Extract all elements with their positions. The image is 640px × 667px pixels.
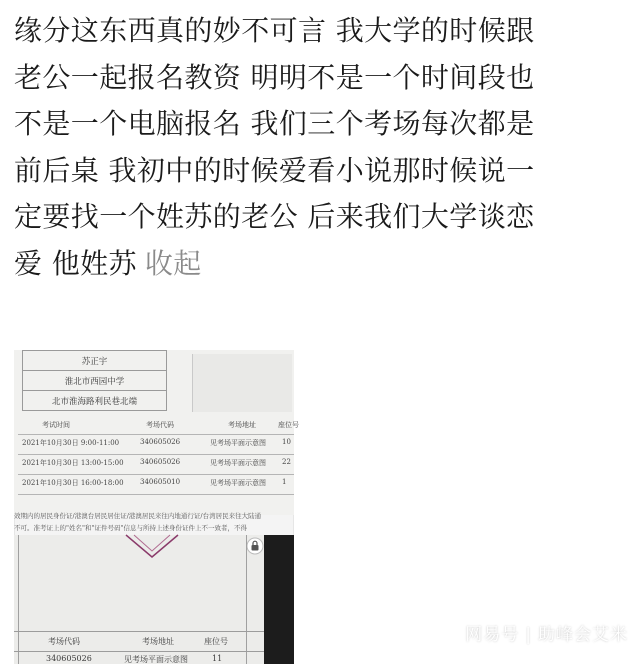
watermark-author: 助峰会艾米 — [538, 625, 628, 645]
post-line: 前后桌 我初中的时候爱看小说那时候说一 — [14, 153, 535, 187]
collapse-link[interactable]: 收起 — [144, 246, 202, 280]
notice-line: 不可。准考证上的"姓名"和"证件号码"信息与所持上述身份证件上不一致者，不得 — [14, 524, 247, 532]
exam-address: 北市淮海路利民巷北端 — [23, 391, 167, 411]
watermark-source: 网易号 — [465, 625, 520, 645]
attached-photo[interactable] — [14, 350, 299, 664]
divider — [18, 494, 294, 495]
post-line: 老公一起报名教资 明明不是一个时间段也 — [14, 60, 535, 94]
bottom-code: 340605026 — [46, 654, 92, 663]
lock-icon — [246, 537, 264, 555]
second-ticket-paper — [14, 535, 264, 664]
exam-seat: 10 — [282, 438, 291, 446]
monitor-frame — [264, 535, 294, 664]
exam-seat: 22 — [282, 458, 291, 466]
exam-row — [14, 478, 294, 494]
divider — [14, 631, 264, 632]
exam-time: 2021年10月30日 13:00-15:00 — [22, 459, 124, 467]
divider — [14, 651, 264, 652]
divider — [18, 434, 294, 435]
header-seat: 座位号 — [204, 637, 228, 646]
header-code: 考场代码 — [146, 421, 174, 429]
watermark-separator: | — [525, 625, 532, 645]
candidate-name: 苏正宇 — [23, 351, 167, 371]
exam-row — [14, 438, 294, 454]
exam-table-header — [14, 416, 299, 434]
exam-addr: 见考场平面示意图 — [210, 459, 266, 467]
exam-school: 淮北市西园中学 — [23, 371, 167, 391]
divider — [246, 535, 247, 664]
post-line: 缘分这东西真的妙不可言 我大学的时候跟 — [14, 14, 535, 47]
exam-addr: 见考场平面示意图 — [210, 479, 266, 487]
screen-area — [14, 535, 294, 664]
exam-time: 2021年10月30日 9:00-11:00 — [22, 439, 120, 447]
divider — [18, 474, 294, 475]
header-time: 考试时间 — [42, 421, 70, 429]
id-photo-slot — [192, 354, 292, 412]
header-addr: 考场地址 — [142, 637, 174, 646]
exam-time: 2021年10月30日 16:00-18:00 — [22, 479, 124, 487]
watermark — [465, 620, 628, 645]
map-shape-icon — [122, 535, 182, 561]
exam-addr: 见考场平面示意图 — [210, 439, 266, 447]
admission-ticket-paper — [14, 350, 299, 515]
notice-text — [14, 510, 294, 534]
exam-code: 340605026 — [140, 458, 181, 466]
exam-code: 340605010 — [140, 478, 181, 486]
exam-seat: 1 — [282, 478, 287, 486]
candidate-info-table — [22, 350, 167, 411]
header-seat: 座位号 — [278, 421, 299, 429]
post-last-line — [14, 241, 634, 288]
divider — [18, 454, 294, 455]
exam-row — [14, 458, 294, 474]
header-addr: 考场地址 — [228, 421, 256, 429]
post-line-text: 爱 他姓苏 — [14, 246, 137, 280]
post-line: 不是一个电脑报名 我们三个考场每次都是 — [14, 107, 535, 140]
exam-code: 340605026 — [140, 438, 181, 446]
header-code: 考场代码 — [48, 637, 80, 646]
notice-line: 效期内的居民身份证/港澳台居民居住证/港澳居民来往内地通行证/台湾居民来往大陆通 — [14, 512, 262, 520]
bottom-addr: 见考场平面示意图 — [124, 655, 188, 664]
post-body — [14, 8, 634, 287]
divider — [18, 535, 19, 664]
post-line: 定要找一个姓苏的老公 后来我们大学谈恋 — [14, 200, 535, 233]
bottom-seat: 11 — [212, 654, 223, 663]
